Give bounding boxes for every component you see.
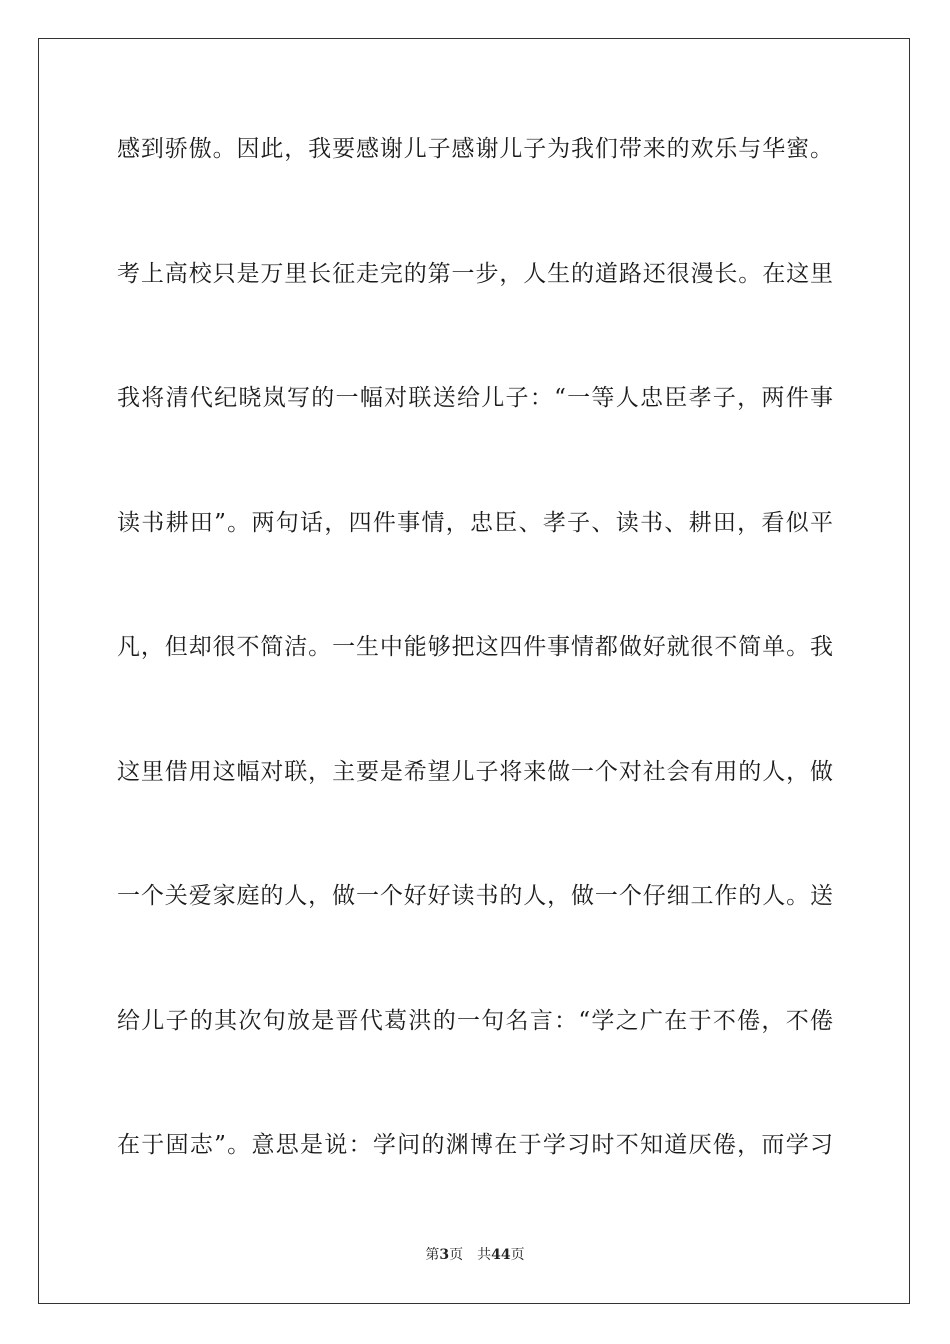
page-prefix: 第 [425, 1247, 440, 1263]
text-line-8: 给儿子的其次句放是晋代葛洪的一句名言：“学之广在于不倦，不倦 [117, 1007, 833, 1034]
text-line-3: 我将清代纪晓岚写的一幅对联送给儿子：“一等人忠臣孝子，两件事 [117, 385, 833, 411]
page-suffix: 页 [449, 1247, 464, 1263]
text-line-1: 感到骄傲。因此，我要感谢儿子感谢儿子为我们带来的欢乐与华蜜。 [117, 136, 833, 162]
page-number: 3 [439, 1247, 450, 1263]
total-prefix: 共 [477, 1247, 492, 1263]
text-line-7: 一个关爱家庭的人，做一个好好读书的人，做一个仔细工作的人。送 [117, 883, 833, 909]
total-suffix: 页 [510, 1247, 525, 1263]
text-line-6: 这里借用这幅对联，主要是希望儿子将来做一个对社会有用的人，做 [117, 758, 833, 785]
text-line-4: 读书耕田”。两句话，四件事情，忠臣、孝子、读书、耕田，看似平 [117, 509, 833, 536]
text-line-9: 在于固志”。意思是说：学问的渊博在于学习时不知道厌倦，而学习 [117, 1132, 833, 1158]
body-text [117, 134, 833, 1255]
text-line-5: 凡，但却很不简洁。一生中能够把这四件事情都做好就很不简单。我 [117, 634, 833, 660]
page-footer [0, 1246, 950, 1264]
total-pages: 44 [491, 1247, 511, 1263]
text-line-2: 考上高校只是万里长征走完的第一步，人生的道路还很漫长。在这里 [117, 260, 833, 287]
